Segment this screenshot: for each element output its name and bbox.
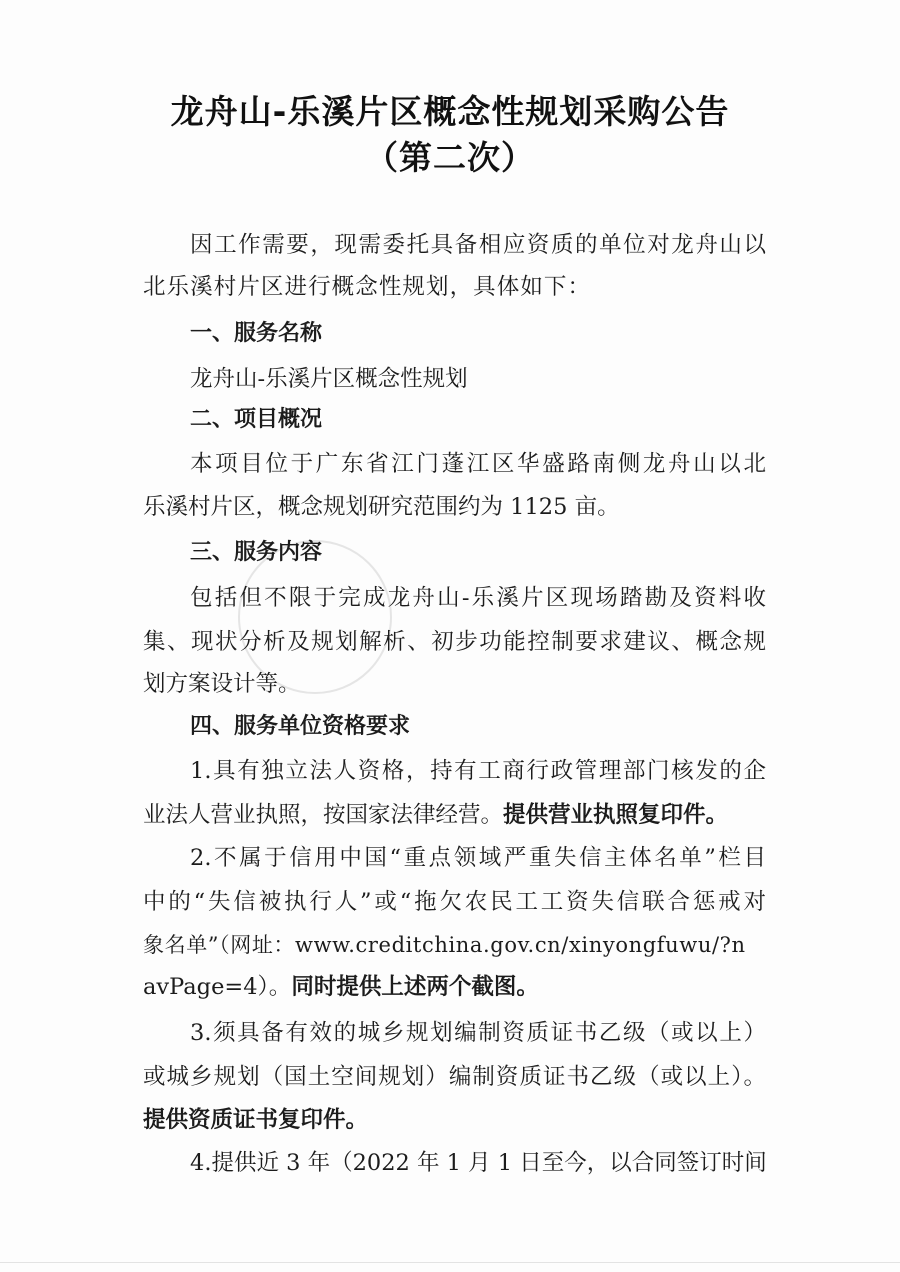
requirement-1-text: 业法人营业执照，按国家法律经营。 <box>143 802 504 828</box>
requirement-3-emphasis: 提供资质证书复印件。 <box>143 1107 369 1133</box>
requirement-2-url-end: avPage=4）。 <box>143 974 292 1000</box>
document-subtitle: （第二次） <box>365 138 535 177</box>
project-overview-line-2: 乐溪村片区，概念规划研究范围约为 1125 亩。 <box>143 494 620 520</box>
page-bottom-edge <box>0 1262 900 1263</box>
service-content-line-1: 包括但不限于完成龙舟山-乐溪片区现场踏勘及资料收 <box>190 585 766 611</box>
requirement-1-line-1: 1.具有独立法人资格，持有工商行政管理部门核发的企 <box>190 758 766 784</box>
intro-line-1: 因工作需要，现需委托具备相应资质的单位对龙舟山以 <box>190 232 766 258</box>
service-name-text: 龙舟山-乐溪片区概念性规划 <box>190 366 468 392</box>
intro-line-2: 北乐溪村片区进行概念性规划，具体如下： <box>143 274 590 300</box>
section-heading-service-name: 一、服务名称 <box>190 321 323 346</box>
requirement-2-line-1: 2.不属于信用中国“重点领域严重失信主体名单”栏目 <box>190 845 766 871</box>
section-heading-qualification: 四、服务单位资格要求 <box>190 714 411 739</box>
requirement-3-line-2: 或城乡规划（国土空间规划）编制资质证书乙级（或以上）。 <box>143 1064 766 1090</box>
requirement-2-line-3: 象名单”（网址：www.creditchina.gov.cn/xinyongfuwu/?n <box>143 933 746 957</box>
requirement-2-emphasis: 同时提供上述两个截图。 <box>291 974 539 1000</box>
service-content-line-2: 集、现状分析及规划解析、初步功能控制要求建议、概念规 <box>143 629 766 655</box>
project-overview-line-1: 本项目位于广东省江门蓬江区华盛路南侧龙舟山以北 <box>190 451 766 477</box>
requirement-4-line-1: 4.提供近 3 年（2022 年 1 月 1 日至今，以合同签订时间 <box>190 1150 767 1176</box>
requirement-1-emphasis: 提供营业执照复印件。 <box>503 802 729 828</box>
requirement-1-line-2 <box>143 800 728 830</box>
requirement-2-line-2: 中的“失信被执行人”或“拖欠农民工工资失信联合惩戒对 <box>143 889 766 915</box>
document-title: 龙舟山-乐溪片区概念性规划采购公告 <box>170 92 730 131</box>
service-content-line-3: 划方案设计等。 <box>143 671 301 697</box>
requirement-3-line-1: 3.须具备有效的城乡规划编制资质证书乙级（或以上） <box>190 1020 766 1046</box>
requirement-2-line-4 <box>143 972 539 1002</box>
section-heading-project-overview: 二、项目概况 <box>190 407 323 432</box>
section-heading-service-content: 三、服务内容 <box>190 540 323 565</box>
